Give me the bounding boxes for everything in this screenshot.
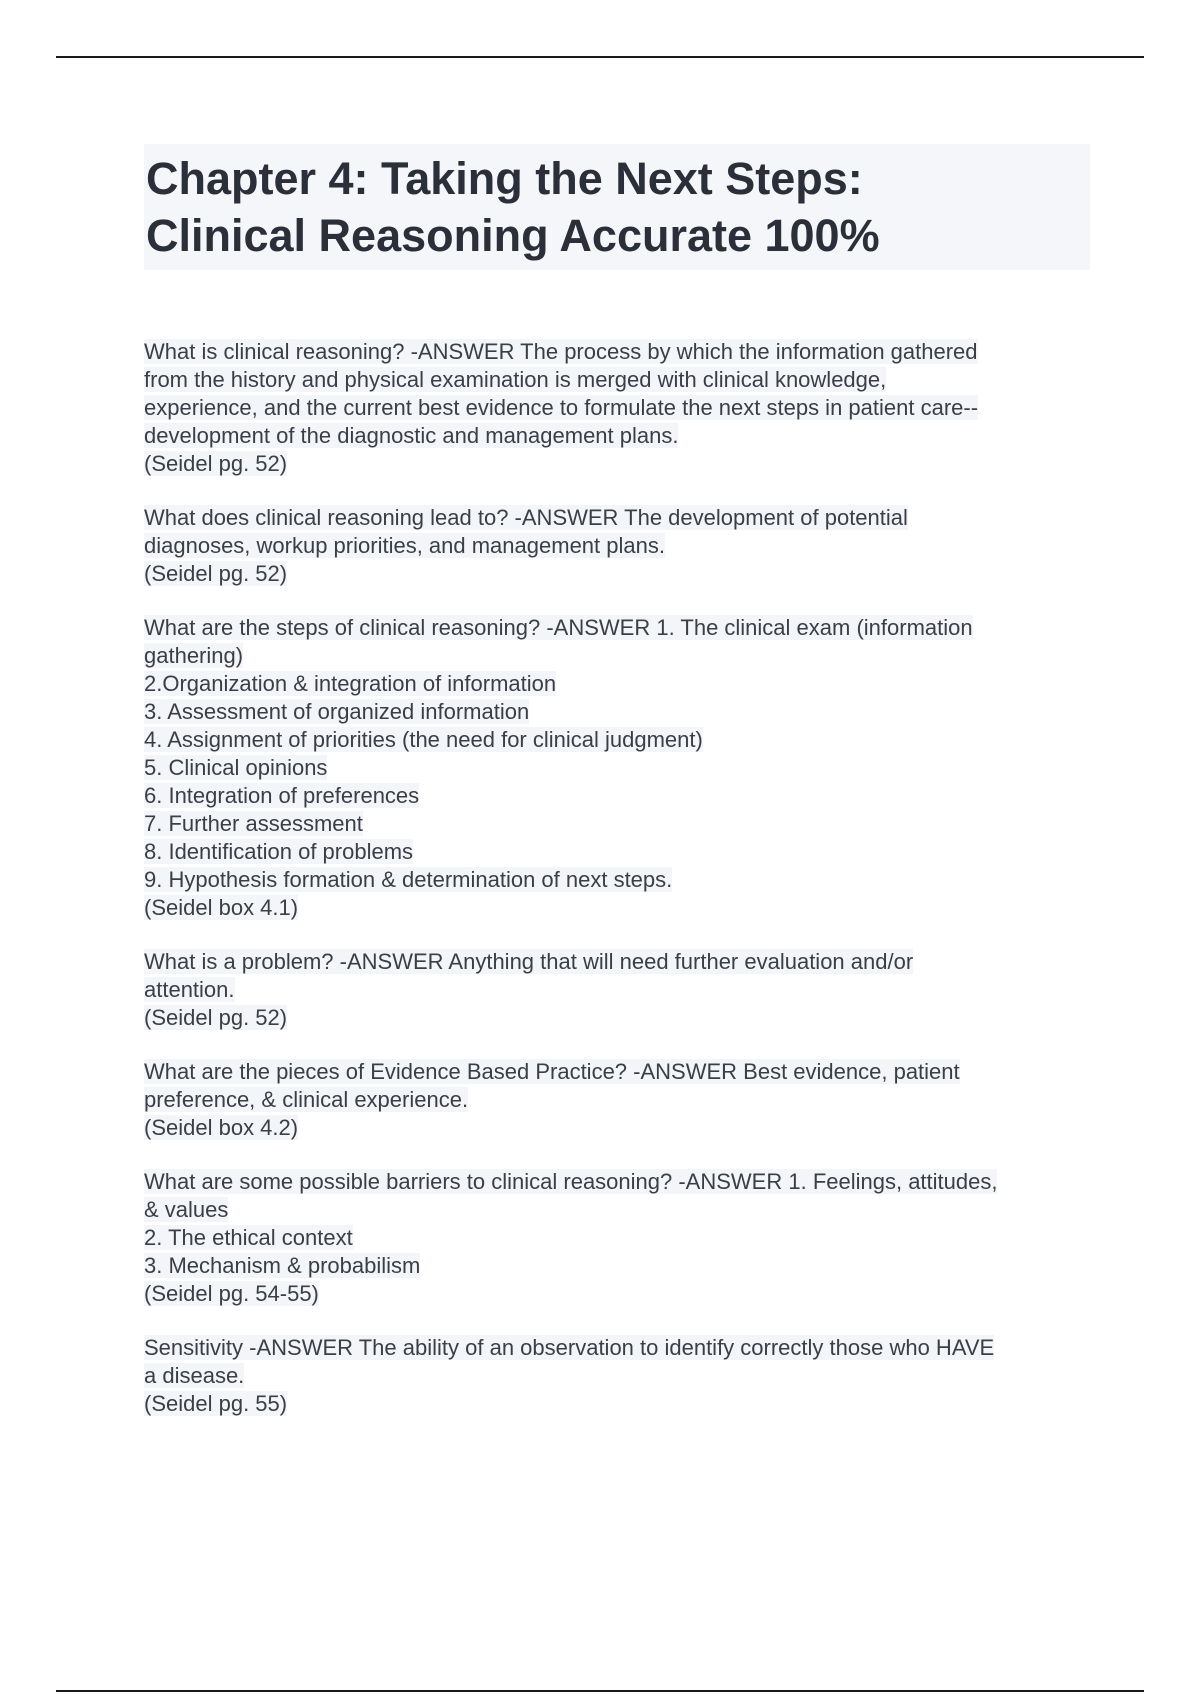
qa-item (144, 1334, 1088, 1418)
qa-item (144, 614, 1088, 922)
qa-line (144, 614, 1088, 642)
qa-line (144, 642, 1088, 670)
qa-line-text: 8. Identification of problems (144, 839, 414, 864)
qa-line-text: development of the diagnostic and management plans. (144, 423, 679, 448)
qa-line-text: 5. Clinical opinions (144, 755, 328, 780)
qa-line (144, 782, 1088, 810)
qa-line (144, 504, 1088, 532)
qa-line-text: (Seidel pg. 52) (144, 1005, 288, 1030)
qa-line (144, 1168, 1088, 1196)
qa-line-text: 2. The ethical context (144, 1225, 353, 1250)
qa-line-text: attention. (144, 977, 235, 1002)
qa-line-text: What are the pieces of Evidence Based Practice? -ANSWER Best evidence, patient (144, 1059, 960, 1084)
qa-line-text: 4. Assignment of priorities (the need for clinical judgment) (144, 727, 703, 752)
qa-line-text: Sensitivity -ANSWER The ability of an observation to identify correctly those who HAVE (144, 1335, 995, 1360)
top-rule (56, 56, 1144, 58)
qa-line-text: What are some possible barriers to clinical reasoning? -ANSWER 1. Feelings, attitudes, (144, 1169, 998, 1194)
qa-line (144, 894, 1088, 922)
qa-line-text: 2.Organization & integration of information (144, 671, 557, 696)
qa-line (144, 838, 1088, 866)
qa-line (144, 532, 1088, 560)
qa-line (144, 560, 1088, 588)
qa-line-text: What are the steps of clinical reasoning? -ANSWER 1. The clinical exam (information (144, 615, 973, 640)
qa-line (144, 450, 1088, 478)
qa-line (144, 1390, 1088, 1418)
qa-line-text: What is clinical reasoning? -ANSWER The process by which the information gathered (144, 339, 978, 364)
qa-line (144, 726, 1088, 754)
page-title (144, 144, 1090, 270)
qa-line-text: (Seidel box 4.1) (144, 895, 299, 920)
qa-line-text: preference, & clinical experience. (144, 1087, 469, 1112)
qa-line (144, 1280, 1088, 1308)
qa-line (144, 1196, 1088, 1224)
bottom-rule (56, 1690, 1144, 1692)
qa-line-text: experience, and the current best evidence to formulate the next steps in patient care-- (144, 395, 979, 420)
qa-item (144, 1168, 1088, 1308)
qa-line-text: a disease. (144, 1363, 245, 1388)
qa-line (144, 1362, 1088, 1390)
qa-line (144, 1086, 1088, 1114)
qa-line (144, 1252, 1088, 1280)
qa-line-text: 9. Hypothesis formation & determination of next steps. (144, 867, 673, 892)
qa-line-text: from the history and physical examination is merged with clinical knowledge, (144, 367, 887, 392)
qa-line (144, 670, 1088, 698)
qa-line-text: (Seidel pg. 52) (144, 451, 288, 476)
qa-line-text: (Seidel pg. 54-55) (144, 1281, 319, 1306)
qa-line (144, 338, 1088, 366)
qa-line-text: What does clinical reasoning lead to? -ANSWER The development of potential (144, 505, 908, 530)
qa-item (144, 948, 1088, 1032)
qa-line-text: 7. Further assessment (144, 811, 363, 836)
qa-line (144, 866, 1088, 894)
qa-line (144, 1058, 1088, 1086)
qa-line-text: 3. Mechanism & probabilism (144, 1253, 421, 1278)
qa-line (144, 754, 1088, 782)
qa-line-text: (Seidel box 4.2) (144, 1115, 299, 1140)
qa-line (144, 394, 1088, 422)
qa-list (144, 338, 1088, 1444)
qa-line (144, 976, 1088, 1004)
qa-line-text: (Seidel pg. 55) (144, 1391, 288, 1416)
qa-line (144, 366, 1088, 394)
qa-line (144, 698, 1088, 726)
qa-line (144, 1004, 1088, 1032)
qa-line (144, 810, 1088, 838)
qa-line-text: 3. Assessment of organized information (144, 699, 530, 724)
title-line-2: Clinical Reasoning Accurate 100% (146, 210, 880, 261)
qa-line-text: What is a problem? -ANSWER Anything that will need further evaluation and/or (144, 949, 914, 974)
qa-line (144, 1334, 1088, 1362)
title-line-1: Chapter 4: Taking the Next Steps: (146, 153, 863, 204)
qa-line (144, 1224, 1088, 1252)
qa-line (144, 422, 1088, 450)
qa-line (144, 1114, 1088, 1142)
qa-line-text: gathering) (144, 643, 244, 668)
qa-line-text: diagnoses, workup priorities, and management plans. (144, 533, 665, 558)
qa-item (144, 504, 1088, 588)
qa-line-text: 6. Integration of preferences (144, 783, 420, 808)
qa-line-text: (Seidel pg. 52) (144, 561, 288, 586)
qa-item (144, 1058, 1088, 1142)
qa-line-text: & values (144, 1197, 229, 1222)
qa-item (144, 338, 1088, 478)
qa-line (144, 948, 1088, 976)
